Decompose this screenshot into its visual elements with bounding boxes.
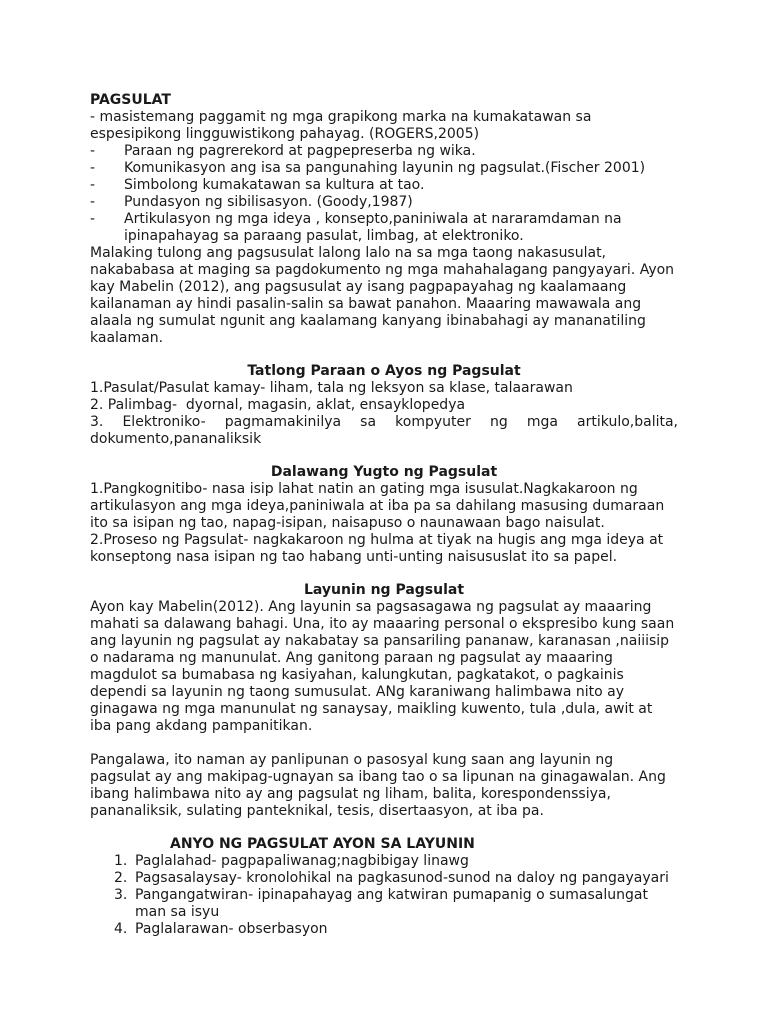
definition-text: - masistemang paggamit ng mga grapikong marka na kumakatawan sa espesipikong lingguwistikong pahayag. (ROGERS,2005) bbox=[90, 109, 592, 142]
section-heading-anyo: ANYO NG PAGSULAT AYON SA LAYUNIN bbox=[170, 836, 475, 852]
list-item: - Komunikasyon ang isa sa pangunahing layunin ng pagsulat.(Fischer 2001) bbox=[90, 160, 678, 177]
list-text: Pangangatwiran- ipinapahayag ang katwiran pumapanig o sumasalungat man sa isyu bbox=[135, 887, 648, 920]
yugto-item-2: 2.Proseso ng Pagsulat- nagkakaroon ng hulma at tiyak na hugis ang mga ideya at konseptong nasa isipan ng tao habang unti-unting naisususlat ito sa papel. bbox=[90, 532, 664, 565]
list-number: 1. bbox=[114, 853, 128, 869]
layunin-paragraph-1: Ayon kay Mabelin(2012). Ang layunin sa pagsasagawa ng pagsulat ay maaaring mahati sa dalawang bahagi. Una, ito ay maaaring personal o ekspresibo kung saan ang layunin ng pagsulat ay nakabatay sa pansariling pananaw, karanasan ,naiiisip o nadarama ng manunulat. Ang ganitong paraan ng pagsulat ay maaaring magdulot sa bumabasa ng kasiyahan, kalungkutan, pagkatakot, o pagkainis dependi sa layunin ng taong sumusulat. ANg karaniwang halimbawa nito ay ginagawa ng mga manunulat ng sanaysay, maikling kuwento, tula ,dula, awit at iba pang akdang pampanitikan. bbox=[90, 599, 675, 734]
document-page bbox=[90, 92, 678, 938]
list-item: - Paraan ng pagrerekord at pagpepreserba ng wika. bbox=[90, 143, 678, 160]
paraan-item-3-line-2: dokumento,pananaliksik bbox=[90, 431, 262, 447]
list-item: - Simbolong kumakatawan sa kultura at tao. bbox=[90, 177, 678, 194]
yugto-item-1: 1.Pangkognitibo- nasa isip lahat natin an gating mga isusulat.Nagkakaroon ng artikulasyon ang mga ideya,paniniwala at iba pa sa dahilang masusing dumaraan ito sa isipan ng tao, napag-isipan, naisapuso o naunawaan bago naisulat. bbox=[90, 481, 665, 531]
layunin-paragraph-2: Pangalawa, ito naman ay panlipunan o pasosyal kung saan ang layunin ng pagsulat ay ang makipag-ugnayan sa ibang tao o sa lipunan na ginagawalan. Ang ibang halimbawa nito ay ang pagsulat ng liham, balita, korespondenssiya, pananaliksik, sulating panteknikal, tesis, disertaasyon, at iba pa. bbox=[90, 752, 666, 819]
section-heading-layunin: Layunin ng Pagsulat bbox=[303, 582, 465, 598]
paraan-item-1: 1.Pasulat/Pasulat kamay- liham, tala ng leksyon sa klase, talaarawan bbox=[90, 380, 573, 396]
list-item: - Artikulasyon ng mga ideya , konsepto,paniniwala at nararamdaman na ipinapahayag sa paraang pasulat, limbag, at elektroniko. bbox=[90, 211, 678, 245]
anyo-list bbox=[90, 853, 678, 938]
paraan-item-2: 2. Palimbag- dyornal, magasin, aklat, ensayklopedya bbox=[90, 397, 466, 413]
intro-paragraph: Malaking tulong ang pagsusulat lalong lalo na sa mga taong nakasusulat, nakababasa at maging sa pagdokumento ng mga mahahalagang pangyayari. Ayon kay Mabelin (2012), ang pagsusulat ay isang pagpapayahag ng kaalamaang kailanaman ay hindi pasalin-salin sa bawat panahon. Maaaring mawawala ang alaala ng sumulat ngunit ang kaalamang kanyang ibinabahagi ay mananatiling kaalaman. bbox=[90, 245, 675, 346]
paragraph-spacer bbox=[90, 735, 678, 752]
list-text: Paglalahad- pagpapaliwanag;nagbibigay linawg bbox=[135, 853, 469, 869]
list-text: Paglalarawan- obserbasyon bbox=[135, 921, 328, 937]
list-item bbox=[90, 921, 678, 938]
list-text: Pagsasalaysay- kronolohikal na pagkasunod-sunod na daloy ng pangayayari bbox=[135, 870, 669, 886]
list-number: 4. bbox=[114, 921, 128, 937]
document-title: PAGSULAT bbox=[90, 92, 171, 108]
section-heading-tatlong-paraan: Tatlong Paraan o Ayos ng Pagsulat bbox=[247, 363, 521, 379]
list-number: 3. bbox=[114, 887, 128, 903]
list-item bbox=[90, 887, 678, 921]
section-heading-dalawang-yugto: Dalawang Yugto ng Pagsulat bbox=[270, 464, 498, 480]
paraan-item-3-line-1: 3. Elektroniko- pagmamakinilya sa kompyuter ng mga artikulo,balita, bbox=[90, 414, 678, 430]
list-number: 2. bbox=[114, 870, 128, 886]
characteristics-list bbox=[90, 143, 678, 245]
list-item bbox=[90, 870, 678, 887]
list-item bbox=[90, 853, 678, 870]
list-item: - Pundasyon ng sibilisasyon. (Goody,1987) bbox=[90, 194, 678, 211]
